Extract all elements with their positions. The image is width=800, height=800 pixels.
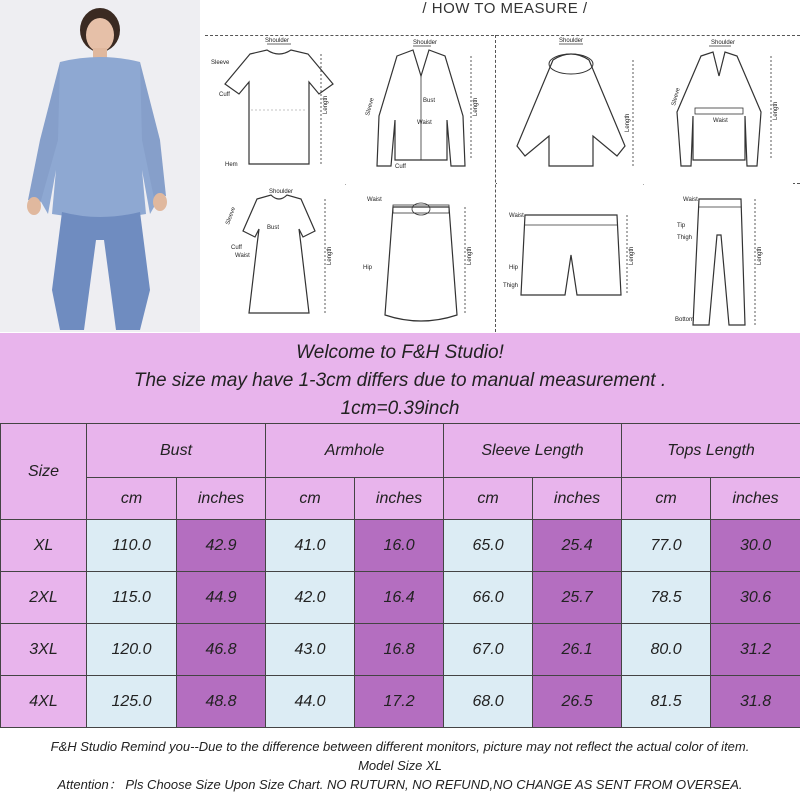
inches-value-cell: 16.0 (355, 520, 444, 572)
diagram-label: Waist (683, 197, 698, 203)
size-label-cell: 4XL (1, 676, 87, 728)
diagram-label: Waist (713, 118, 728, 124)
armhole-header: Armhole (266, 424, 444, 478)
diagram-label: Length (473, 97, 479, 116)
diagram-label: Waist (367, 197, 382, 203)
cm-value-cell: 68.0 (444, 676, 533, 728)
footer-notes (0, 735, 800, 800)
inches-value-cell: 17.2 (355, 676, 444, 728)
model-photo (0, 0, 200, 332)
inches-value-cell: 16.8 (355, 624, 444, 676)
cm-value-cell: 42.0 (266, 572, 355, 624)
cm-value-cell: 67.0 (444, 624, 533, 676)
diagram-label: Bottom (675, 317, 695, 323)
table-header-row (1, 424, 800, 478)
diagram-label: Length (323, 95, 329, 114)
diagram-label: Hip (363, 265, 373, 271)
inches-value-cell: 30.6 (711, 572, 800, 624)
size-label-cell: XL (1, 520, 87, 572)
cm-value-cell: 66.0 (444, 572, 533, 624)
unit-header: cm (444, 478, 533, 520)
unit-header: inches (177, 478, 266, 520)
cm-value-cell: 77.0 (622, 520, 711, 572)
diagram-label: Thigh (677, 235, 693, 241)
unit-header: cm (87, 478, 177, 520)
inches-value-cell: 46.8 (177, 624, 266, 676)
diagram-label: Hem (225, 162, 238, 168)
inches-value-cell: 48.8 (177, 676, 266, 728)
pants-diagram (645, 185, 793, 333)
diagram-label: Waist (509, 213, 524, 219)
diagram-label: Waist (417, 120, 432, 126)
blazer-diagram (347, 36, 495, 184)
diagram-label: Sleeve (225, 206, 238, 226)
diagram-label: Sleeve (211, 60, 230, 66)
bust-header: Bust (87, 424, 266, 478)
diagram-label: Length (327, 246, 333, 265)
cm-value-cell: 80.0 (622, 624, 711, 676)
inches-value-cell: 26.1 (533, 624, 622, 676)
inches-value-cell: 44.9 (177, 572, 266, 624)
table-body (1, 520, 800, 728)
diagram-label: Shoulder (265, 38, 290, 44)
cm-value-cell: 41.0 (266, 520, 355, 572)
footer-color-disclaimer: F&H Studio Remind you--Due to the difference between different monitors, picture may not reflect the actual color of item. (50, 739, 750, 754)
inches-value-cell: 25.7 (533, 572, 622, 624)
inches-value-cell: 31.2 (711, 624, 800, 676)
inches-value-cell: 26.5 (533, 676, 622, 728)
table-row (1, 676, 800, 728)
diagram-label: Sleeve (365, 97, 376, 117)
diagram-label: Shoulder (413, 40, 438, 46)
cm-value-cell: 120.0 (87, 624, 177, 676)
diagram-label: Length (625, 113, 631, 132)
unit-header: inches (533, 478, 622, 520)
diagram-label: Length (757, 246, 763, 265)
unit-header: cm (266, 478, 355, 520)
skirt-diagram (347, 185, 495, 333)
diagram-label: Waist (235, 253, 250, 259)
diagram-label: Cuff (231, 245, 242, 251)
inches-value-cell: 25.4 (533, 520, 622, 572)
sleeve-length-header: Sleeve Length (444, 424, 622, 478)
cm-value-cell: 65.0 (444, 520, 533, 572)
dress-diagram (205, 185, 353, 333)
diagram-label: Shoulder (559, 38, 584, 44)
diagram-label: Tip (677, 223, 686, 229)
diagram-label: Hip (509, 265, 519, 271)
diagram-label: Shoulder (711, 40, 736, 46)
inches-value-cell: 30.0 (711, 520, 800, 572)
shorts-diagram (497, 185, 645, 333)
cm-value-cell: 125.0 (87, 676, 177, 728)
welcome-banner (0, 333, 800, 423)
size-label-cell: 3XL (1, 624, 87, 676)
table-row (1, 624, 800, 676)
diagram-label: Bust (423, 98, 436, 104)
diagram-label: Cuff (219, 92, 230, 98)
diagram-label: Thigh (503, 283, 519, 289)
diagram-label: Length (773, 101, 779, 120)
unit-header: cm (622, 478, 711, 520)
footer-model-size: Model Size XL (358, 758, 442, 773)
cm-value-cell: 115.0 (87, 572, 177, 624)
size-label-cell: 2XL (1, 572, 87, 624)
table-row (1, 572, 800, 624)
cm-value-cell: 78.5 (622, 572, 711, 624)
table-unit-row (1, 478, 800, 520)
diagram-label: Shoulder (269, 189, 294, 195)
cm-value-cell: 43.0 (266, 624, 355, 676)
cm-value-cell: 110.0 (87, 520, 177, 572)
inches-value-cell: 42.9 (177, 520, 266, 572)
banner-measurement-note: The size may have 1-3cm differs due to manual measurement . (133, 370, 667, 391)
coat-diagram (645, 36, 793, 184)
unit-header: inches (711, 478, 800, 520)
cm-value-cell: 44.0 (266, 676, 355, 728)
diagram-label: Bust (267, 225, 280, 231)
size-chart-table (0, 423, 800, 728)
unit-header: inches (355, 478, 444, 520)
tops-length-header: Tops Length (622, 424, 800, 478)
inches-value-cell: 16.4 (355, 572, 444, 624)
diagram-label: Length (467, 246, 473, 265)
cape-diagram (497, 36, 645, 184)
banner-conversion-note: 1cm=0.39inch (340, 398, 460, 419)
diagram-label: Cuff (395, 164, 406, 170)
inches-value-cell: 31.8 (711, 676, 800, 728)
model-figure-illustration (0, 0, 200, 332)
diagram-label: Length (629, 246, 635, 265)
tshirt-diagram (205, 36, 353, 184)
how-to-measure-title: / HOW TO MEASURE / (422, 0, 588, 17)
table-row (1, 520, 800, 572)
banner-welcome-line: Welcome to F&H Studio! (296, 342, 504, 363)
diagram-label: Sleeve (671, 87, 682, 107)
size-column-header: Size (1, 424, 87, 520)
footer-attention: Attention： Pls Choose Size Upon Size Chart. NO RUTURN, NO REFUND,NO CHANGE AS SENT FROM OVERSEA. (57, 777, 743, 792)
cm-value-cell: 81.5 (622, 676, 711, 728)
